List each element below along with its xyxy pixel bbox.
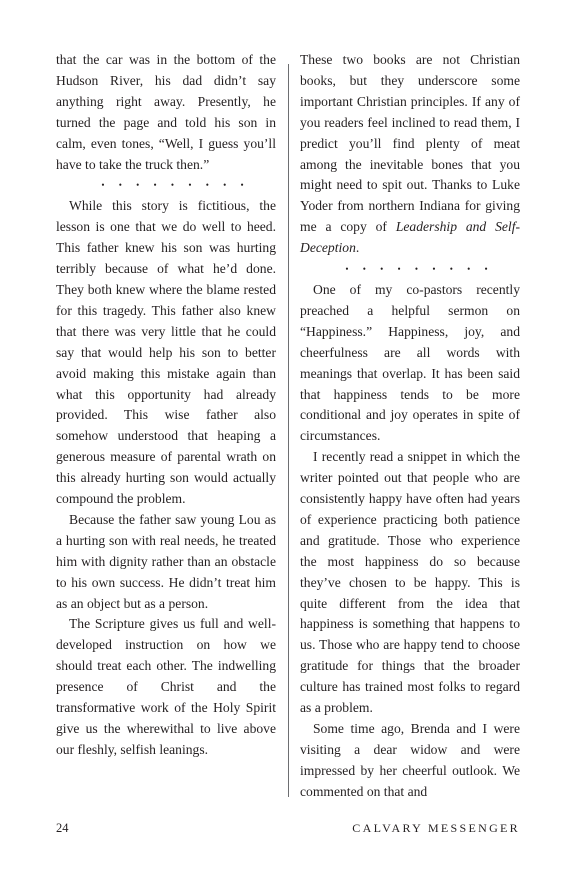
paragraph: Some time ago, Brenda and I were visiting a dear widow and were impressed by her cheerful outlook. We commented on that and [300,721,520,799]
paragraph: While this story is fictitious, the lesson is one that we do well to heed. This father knew his son was hurting terribly because of what he’d done. They both knew where the blame rested for this tragedy. This father also knew that there was very little that he could say that would help his son to better avoid making this mistake again than what this opportunity had already provided. This wise father also somehow understood that heaping a generous measure of parental wrath on this already hurting son would actually compound the problem. [56,198,276,507]
paragraph: Because the father saw young Lou as a hurting son with real needs, he treated him with dignity rather than an obstacle to his own success. He didn’t treat him as an object but as a person. [56,511,276,611]
paragraph: I recently read a snippet in which the writer pointed out that people who are consistently happy have often had years of experience practicing both patience and gratitude. Those who experience the most happiness do so because they’ve chosen to be happy. This is quite different from the idea that happiness is something that happens to us. Those who are happy tend to choose gratitude for things that the broader culture has trained most folks to regard as a problem. [300,449,520,716]
section-separator: • • • • • • • • • [345,264,494,275]
paragraph-end: . [355,240,360,256]
book-title: Leadership and Self-Deception [300,219,520,256]
paragraph-text: These two books are not Christian books, but they underscore some important Christian principles. If any of you readers feel inclined to read them, I predict you’ll find plenty of meat among the inevitable bones that you might need to spit out. Thanks to Luke Yoder from northern Indiana for giving me a copy of [300,52,520,235]
right-column [300,50,520,803]
publication-name: CALVARY MESSENGER [352,821,520,835]
column-divider [288,64,289,797]
page-number: 24 [56,821,69,835]
section-separator: • • • • • • • • • [101,180,250,191]
left-column [56,50,276,761]
paragraph: One of my co-pastors recently preached a helpful sermon on “Happiness.” Happiness, joy, and cheerfulness are all words with meanings that overlap. It has been said that happiness tends to be more conditional and joy operates in spite of circumstances. [300,281,520,444]
paragraph: The Scripture gives us full and well-developed instruction on how we should treat each other. The indwelling presence of Christ and the transformative work of the Holy Spirit give us the wherewithal to live above our fleshly, selfish leanings. [56,616,276,757]
paragraph: that the car was in the bottom of the Hudson River, his dad didn’t say anything right away. Presently, he turned the page and told his son in calm, even tones, “Well, I guess you’ll have to take the truck then.” [56,52,276,172]
paragraph [300,50,520,259]
